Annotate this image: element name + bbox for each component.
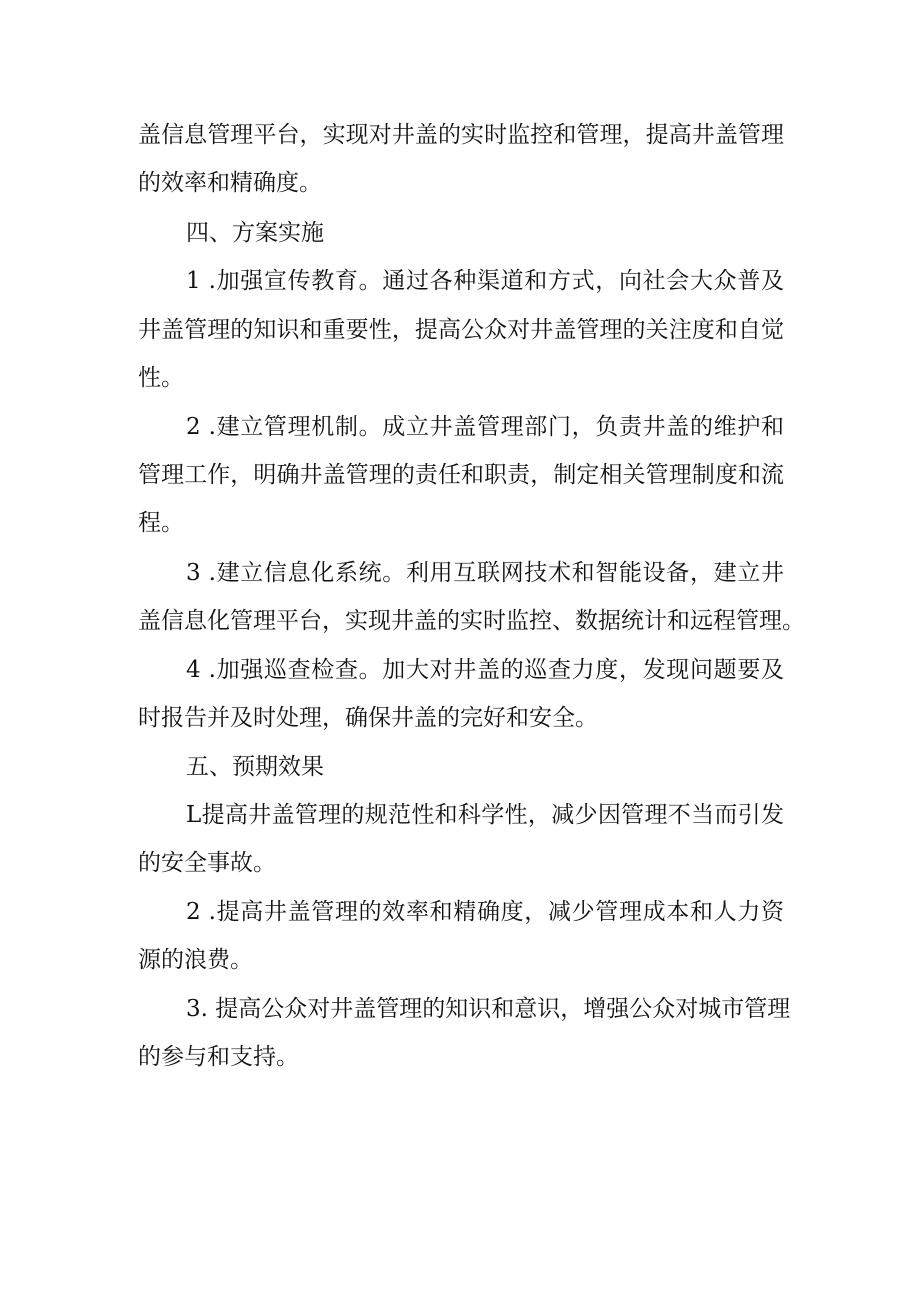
text-line: 盖信息化管理平台，实现井盖的实时监控、数据统计和远程管理。 bbox=[138, 608, 805, 634]
text-line: 1 .加强宣传教育。通过各种渠道和方式，向社会大众普及 bbox=[186, 268, 784, 294]
section-heading: 四、方案实施 bbox=[186, 220, 324, 246]
text-line: 源的浪费。 bbox=[138, 947, 253, 973]
text-line: 的效率和精确度。 bbox=[138, 170, 322, 196]
text-line: 程。 bbox=[138, 510, 184, 536]
text-line: L提高井盖管理的规范性和科学性，减少因管理不当而引发 bbox=[186, 802, 784, 828]
text-line: 的参与和支持。 bbox=[138, 1044, 299, 1070]
text-line: 的安全事故。 bbox=[138, 850, 276, 876]
text-line: 盖信息管理平台，实现对井盖的实时监控和管理，提高井盖管理 bbox=[138, 122, 784, 148]
text-line: 性。 bbox=[138, 365, 184, 391]
text-line: 4 .加强巡查检查。加大对井盖的巡查力度，发现问题要及 bbox=[186, 657, 784, 683]
text-line: 井盖管理的知识和重要性，提高公众对井盖管理的关注度和自觉 bbox=[138, 317, 784, 343]
text-line: 时报告并及时处理，确保井盖的完好和安全。 bbox=[138, 705, 598, 731]
text-line: 3. 提高公众对井盖管理的知识和意识，增强公众对城市管理 bbox=[186, 996, 791, 1022]
text-line: 管理工作，明确井盖管理的责任和职责，制定相关管理制度和流 bbox=[138, 462, 784, 488]
text-line: 2 .建立管理机制。成立井盖管理部门，负责井盖的维护和 bbox=[186, 414, 784, 440]
text-line: 2 .提高井盖管理的效率和精确度，减少管理成本和人力资 bbox=[186, 899, 784, 925]
section-heading: 五、预期效果 bbox=[186, 754, 324, 780]
text-line: 3 .建立信息化系统。利用互联网技术和智能设备，建立井 bbox=[186, 560, 784, 586]
